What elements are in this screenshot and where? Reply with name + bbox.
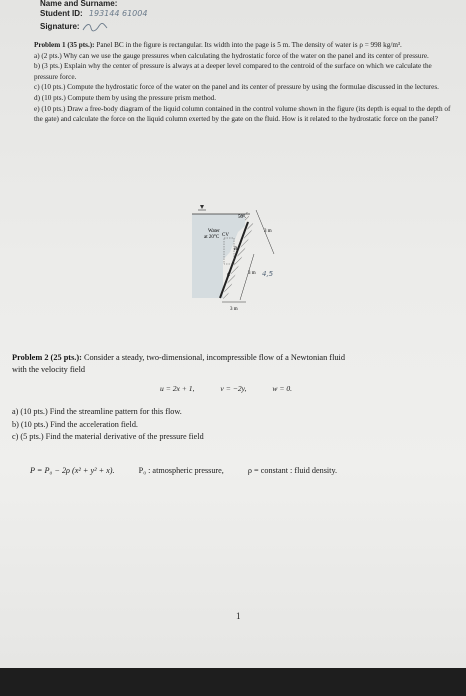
signature-label: Signature: — [40, 22, 80, 32]
problem-2-items — [12, 406, 204, 444]
p0-note: P₀ : atmospheric pressure, — [138, 466, 224, 475]
problem-2 — [12, 352, 464, 375]
problem-1-item-d: d) (10 pts.) Compute them by using the pressure prism method. — [34, 93, 217, 102]
point-b-label: B — [234, 247, 238, 252]
dim-top-label: 3 m — [264, 229, 272, 234]
problem-1-intro: Problem 1 (35 pts.): Panel BC in the figure is rectangular. Its width into the page is 5 m. The density of water is ρ = 998 kg/m³. — [34, 41, 402, 49]
velocity-w: w = 0. — [272, 384, 293, 393]
name-surname-line — [40, 0, 117, 8]
dim-right-label: 3 m — [248, 271, 256, 276]
name-label: Name and Surname: — [40, 0, 118, 8]
page-number: 1 — [236, 611, 241, 621]
point-c-label: C — [227, 273, 231, 278]
dim-bottom-label: 3 m — [230, 307, 238, 312]
dimension-line-right — [240, 254, 254, 300]
student-id-line — [40, 9, 147, 18]
problem-1-item-e: e) (10 pts.) Draw a free-body diagram of the liquid column contained in the control volume shown in the figure (its depth is equal to the depth of the gate) and calculate the force on the liquid column exerted by the gate on the fluid. How is it related to the hydrostatic force on the panel? — [34, 104, 451, 124]
handwritten-note: 4,5 — [262, 270, 274, 278]
velocity-u: u = 2x + 1, — [160, 384, 195, 393]
problem-2-title: Problem 2 (25 pts.): — [12, 353, 82, 362]
pressure-equation: P = P₀ − 2ρ (x² + y² + x). — [30, 466, 115, 475]
water-region — [192, 214, 245, 298]
problem-2-item-c: c) (5 pts.) Find the material derivative of the pressure field — [12, 432, 204, 442]
problem-1-title: Problem 1 (35 pts.): — [34, 41, 95, 49]
velocity-v: v = −2y, — [220, 384, 247, 393]
problem-2-intro-line-2: with the velocity field — [12, 364, 86, 374]
signature-line — [40, 22, 108, 32]
signature-scribble-icon — [82, 22, 108, 32]
problem-1 — [34, 40, 454, 125]
panel-figure — [150, 196, 310, 326]
rho-note: ρ = constant : fluid density. — [247, 466, 338, 475]
water-temp-label: at 20°C — [204, 235, 220, 240]
water-label: Water — [208, 229, 220, 234]
student-id-handwritten: 193144 61004 — [88, 9, 148, 18]
angle-label: 50° — [238, 215, 245, 220]
problem-2-item-b: b) (10 pts.) Find the acceleration field. — [12, 419, 138, 429]
problem-1-item-b: b) (3 pts.) Explain why the center of pressure is always at a deeper level compared to the centroid of the surface on which we calculate the pressure force. — [34, 62, 432, 81]
velocity-field-equation — [160, 384, 316, 393]
problem-2-item-a: a) (10 pts.) Find the streamline pattern for this flow. — [12, 407, 182, 416]
pressure-field-equation — [30, 466, 337, 475]
problem-2-intro-line-1: Problem 2 (25 pts.): Consider a steady, two-dimensional, incompressible flow of a Newtonian fluid — [12, 353, 345, 362]
dark-background-strip — [0, 668, 466, 696]
problem-1-item-a: a) (2 pts.) Why can we use the gauge pressures when calculating the hydrostatic force of the water on the panel and its center of pressure. — [34, 51, 429, 60]
free-surface-triangle-icon — [200, 205, 204, 209]
student-id-label: Student ID: — [40, 9, 83, 18]
problem-1-item-c: c) (10 pts.) Compute the hydrostatic force of the water on the panel and its center of pressure by using the formulae discussed in the lectures. — [34, 83, 439, 92]
cv-label: CV — [222, 233, 229, 238]
